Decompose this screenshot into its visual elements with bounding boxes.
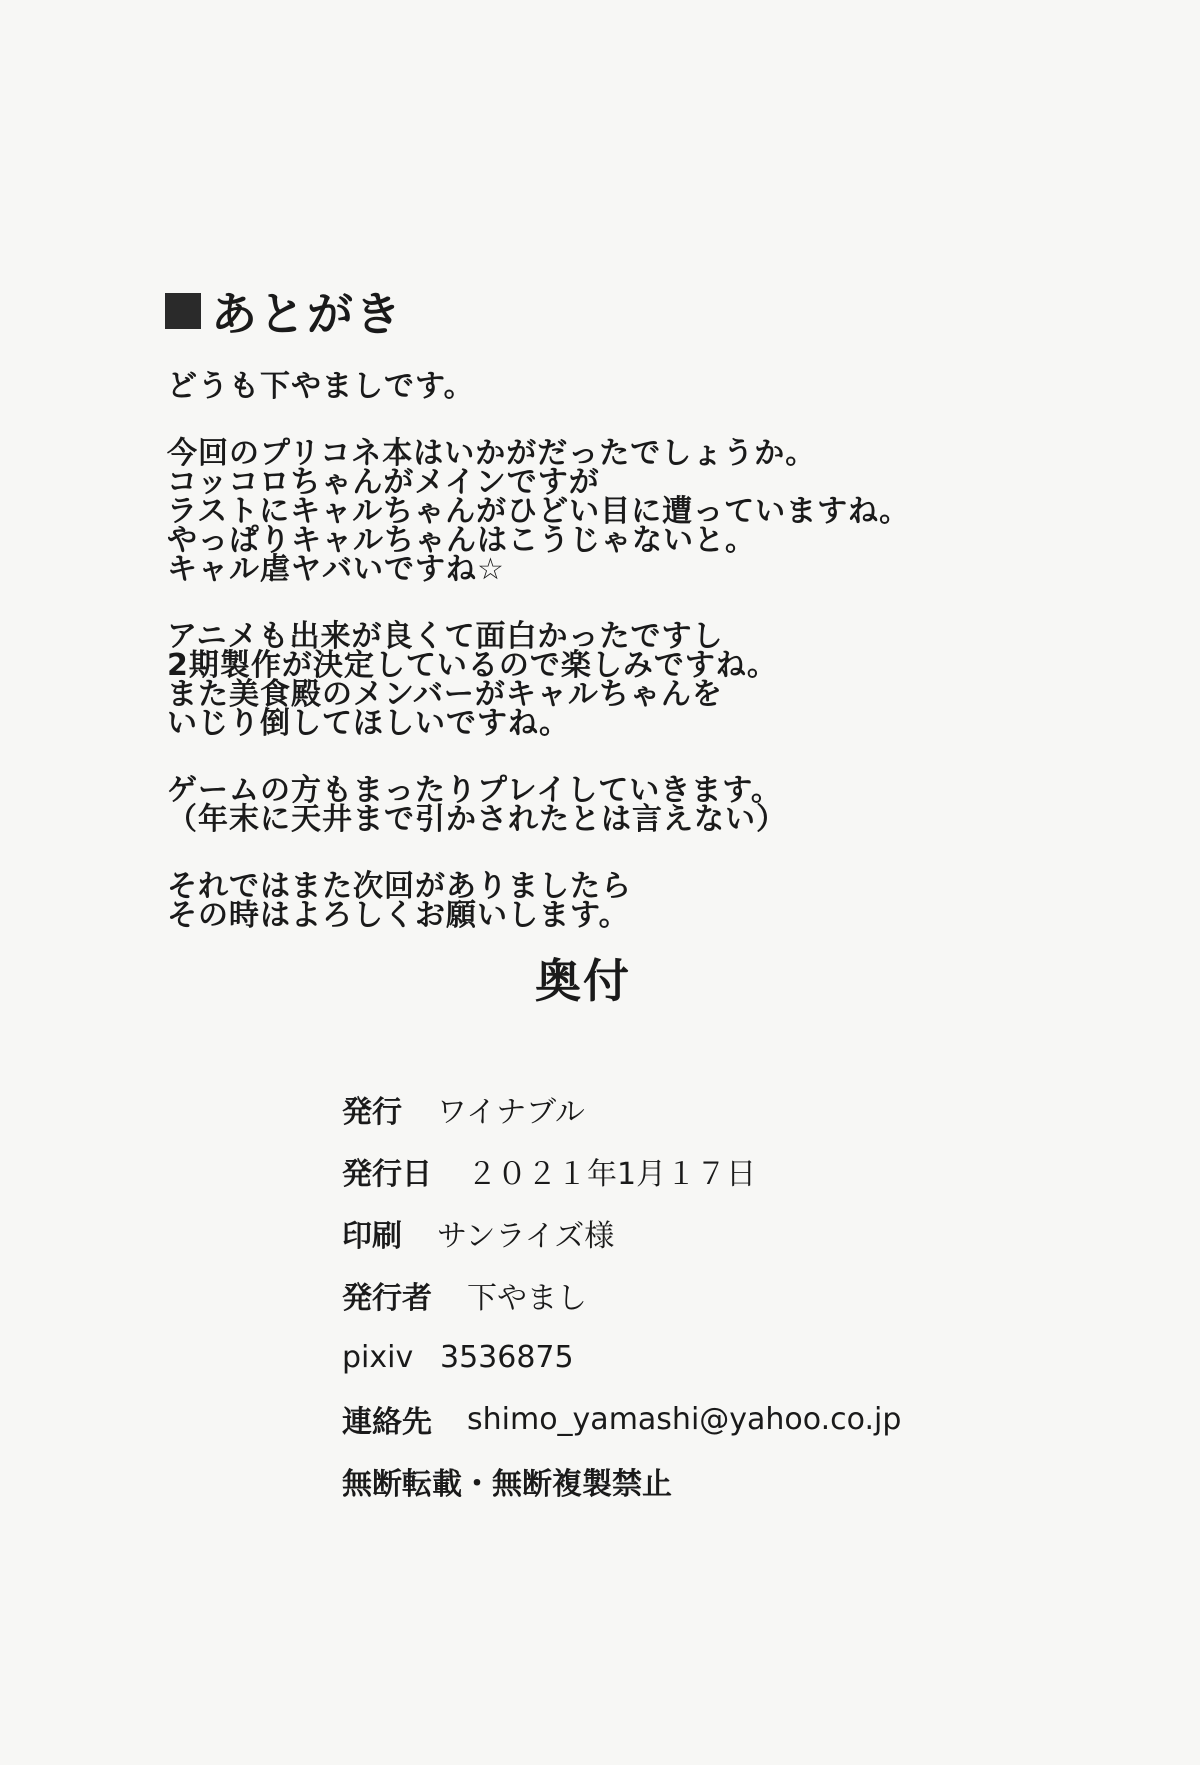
colophon-title: 奥付: [535, 954, 631, 1008]
contact-label: 連絡先: [342, 1405, 432, 1440]
afterword-paragraph: [167, 619, 910, 741]
printer-value: サンライズ様: [437, 1219, 615, 1254]
afterword-line: やっぱりキャルちゃんはこうじゃないと。: [167, 523, 756, 558]
afterword-line: どうも下やましです。: [167, 369, 475, 404]
black-square-icon: [165, 293, 201, 329]
afterword-line: それではまた次回がありましたら: [167, 869, 632, 904]
afterword-line: その時はよろしくお願いします。: [167, 898, 630, 933]
afterword-line: また美食殿のメンバーがキャルちゃんを: [167, 677, 723, 712]
issuer-value: 下やまし: [467, 1281, 587, 1316]
afterword-line: ラストにキャルちゃんがひどい目に遭っていますね。: [167, 494, 911, 529]
afterword-paragraph: [167, 773, 910, 837]
date-label: 発行日: [342, 1157, 432, 1192]
colophon-row-pixiv: [342, 1326, 901, 1388]
afterword-line: コッコロちゃんがメインですが: [167, 465, 600, 500]
issuer-label: 発行者: [342, 1281, 432, 1316]
afterword-paragraph: [167, 436, 911, 587]
colophon-row-publisher: [342, 1078, 901, 1140]
afterword-line: キャル虐ヤバいですね☆: [167, 552, 505, 587]
afterword-paragraph: [167, 869, 910, 933]
afterword-line: （年末に天井まで引かされたとは言えない）: [167, 802, 787, 837]
afterword-body: [167, 369, 911, 968]
colophon-row-issuer: [342, 1264, 901, 1326]
colophon-row-printer: [342, 1202, 901, 1264]
printer-label: 印刷: [342, 1219, 402, 1254]
afterword-line: いじり倒してほしいですね。: [167, 706, 570, 741]
contact-value: shimo_yamashi@yahoo.co.jp: [467, 1401, 902, 1437]
afterword-line: アニメも出来が良くて面白かったですし: [167, 619, 724, 654]
afterword-line: 今回のプリコネ本はいかがだったでしょうか。: [167, 436, 817, 471]
colophon-row-notice: [342, 1450, 901, 1512]
afterword-heading: [165, 278, 403, 344]
pixiv-value: 3536875: [440, 1339, 574, 1375]
afterword-line: ゲームの方もまったりプレイしていきます。: [167, 773, 782, 808]
publisher-label: 発行: [342, 1095, 402, 1130]
afterword-paragraph: [167, 369, 910, 404]
afterword-line: 2期製作が決定しているので楽しみですね。: [167, 648, 778, 683]
colophon-row-date: [342, 1140, 901, 1202]
afterword-title: あとがき: [211, 287, 403, 341]
publisher-value: ワイナブル: [437, 1095, 585, 1130]
colophon-block: [342, 1078, 901, 1512]
colophon-row-contact: [342, 1388, 901, 1450]
date-value: ２０２１年1月１７日: [467, 1157, 757, 1192]
reproduction-notice: 無断転載・無断複製禁止: [342, 1467, 672, 1502]
pixiv-label: pixiv: [342, 1339, 414, 1375]
